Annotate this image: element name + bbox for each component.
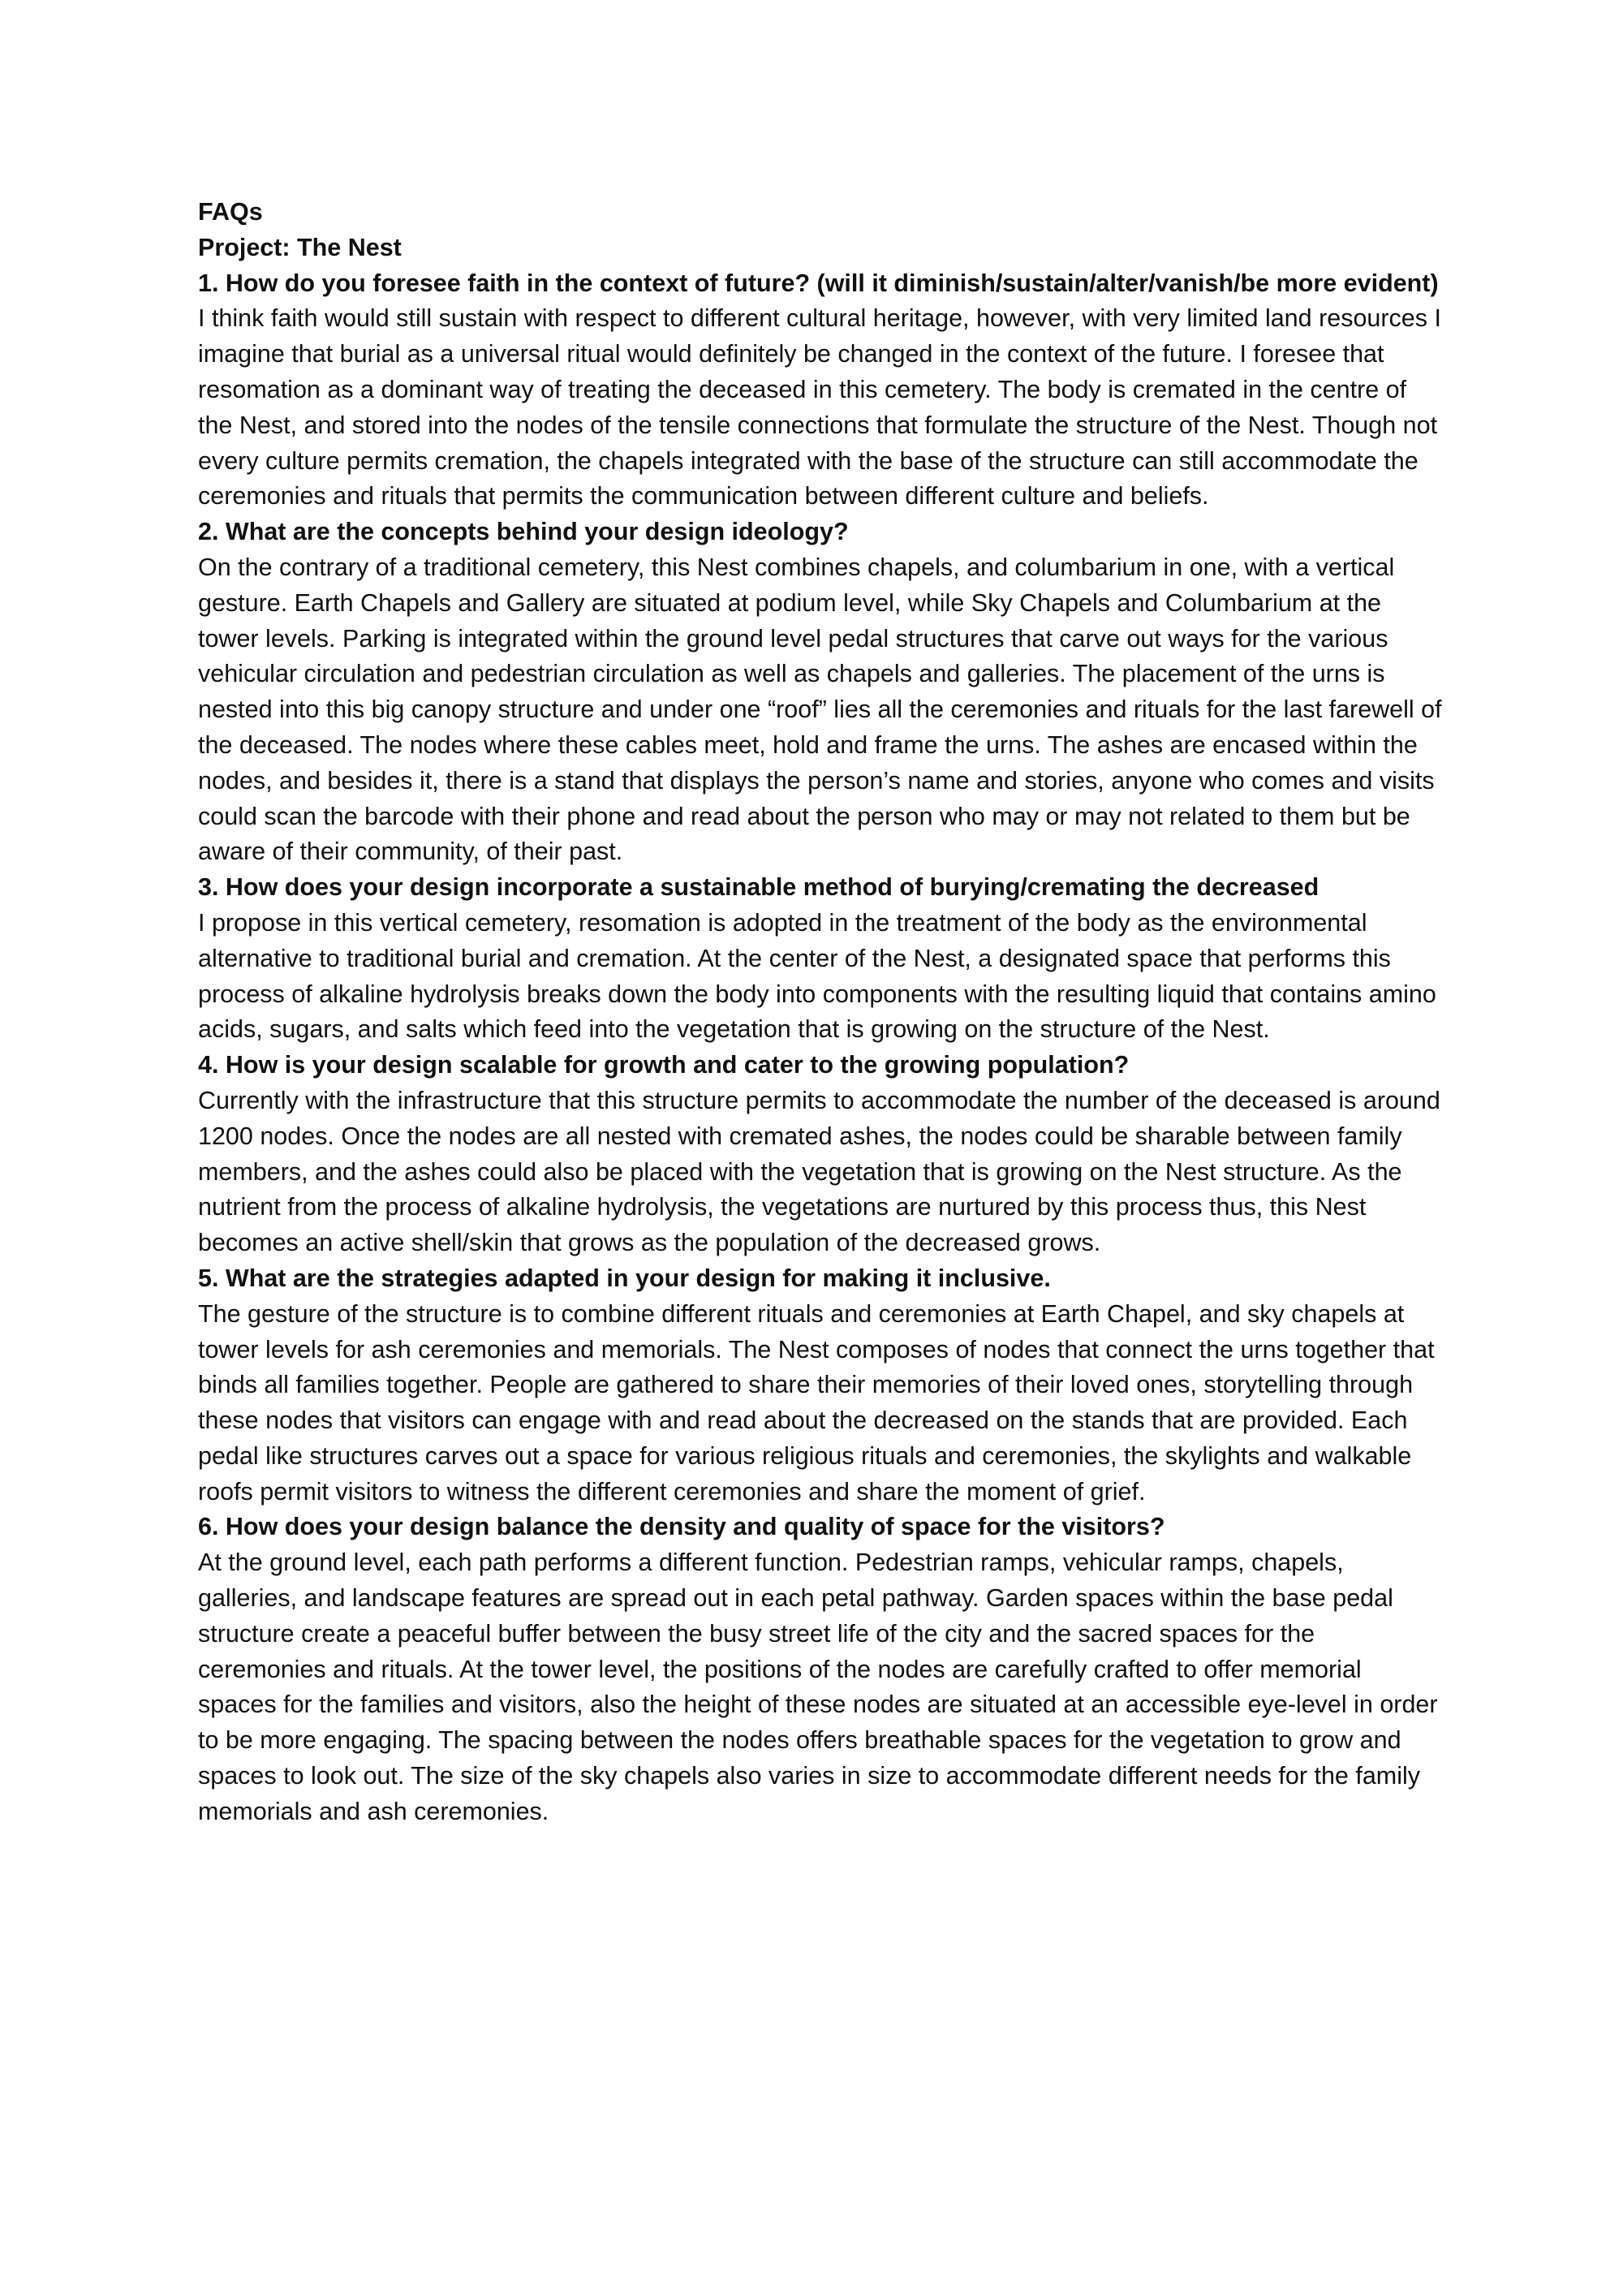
faq-answer-2: On the contrary of a traditional cemetery, this Nest combines chapels, and columbarium in one, with a vertical gesture. Earth Chapels and Gallery are situated at podium level, while Sky Chapels and Columbarium at the tower levels. Parking is integrated within the ground level pedal structures that carve out ways for the various vehicular circulation and pedestrian circulation as well as chapels and galleries. The placement of the urns is nested into this big canopy structure and under one “roof” lies all the ceremonies and rituals for the last farewell of the deceased. The nodes where these cables meet, hold and frame the urns. The ashes are encased within the nodes, and besides it, there is a stand that displays the person’s name and stories, anyone who comes and visits could scan the barcode with their phone and read about the person who may or may not related to them but be aware of their community, of their past. xyxy=(198,553,1442,866)
faq-answer-5: The gesture of the structure is to combine different rituals and ceremonies at Earth Chapel, and sky chapels at tower levels for ash ceremonies and memorials. The Nest composes of nodes that connect the urns together that binds all families together. People are gathered to share their memories of their loved ones, storytelling through these nodes that visitors can engage with and read about the decreased on the stands that are provided. Each pedal like structures carves out a space for various religious rituals and ceremonies, the skylights and walkable roofs permit visitors to witness the different ceremonies and share the moment of grief. xyxy=(198,1299,1435,1506)
faq-question-6: 6. How does your design balance the density and quality of space for the visitors? xyxy=(198,1513,1165,1541)
faq-question-1: 1. How do you foresee faith in the context of future? (will it diminish/sustain/alter/vanish/be more evident) xyxy=(198,269,1439,297)
faq-answer-3: I propose in this vertical cemetery, resomation is adopted in the treatment of the body as the environmental alternative to traditional burial and cremation. At the center of the Nest, a designated space that performs this process of alkaline hydrolysis breaks down the body into components with the resulting liquid that contains amino acids, sugars, and salts which feed into the vegetation that is growing on the structure of the Nest. xyxy=(198,908,1436,1044)
faq-question-2: 2. What are the concepts behind your design ideology? xyxy=(198,518,849,546)
faq-question-4: 4. How is your design scalable for growth and cater to the growing population? xyxy=(198,1051,1130,1079)
faq-answer-1: I think faith would still sustain with respect to different cultural heritage, however, with very limited land resources I imagine that burial as a universal ritual would definitely be changed in the context of the future. I foresee that resomation as a dominant way of treating the deceased in this cemetery. The body is cremated in the centre of the Nest, and stored into the nodes of the tensile connections that formulate the structure of the Nest. Though not every culture permits cremation, the chapels integrated with the base of the structure can still accommodate the ceremonies and rituals that permits the communication between different culture and beliefs. xyxy=(198,304,1441,510)
document-page xyxy=(198,195,1444,1830)
faq-question-3: 3. How does your design incorporate a sustainable method of burying/cremating the decreased xyxy=(198,873,1319,902)
document-title: FAQs xyxy=(198,198,263,226)
faq-answer-6: At the ground level, each path performs a different function. Pedestrian ramps, vehicular ramps, chapels, galleries, and landscape features are spread out in each petal pathway. Garden spaces within the base pedal structure create a peaceful buffer between the busy street life of the city and the sacred spaces for the ceremonies and rituals. At the tower level, the positions of the nodes are carefully crafted to offer memorial spaces for the families and visitors, also the height of these nodes are situated at an accessible eye-level in order to be more engaging. The spacing between the nodes offers breathable spaces for the vegetation to grow and spaces to look out. The size of the sky chapels also varies in size to accommodate different needs for the family memorials and ash ceremonies. xyxy=(198,1549,1438,1825)
project-title: Project: The Nest xyxy=(198,233,402,261)
faq-answer-4: Currently with the infrastructure that this structure permits to accommodate the number of the deceased is around 1200 nodes. Once the nodes are all nested with cremated ashes, the nodes could be sharable between family members, and the ashes could also be placed with the vegetation that is growing on the Nest structure. As the nutrient from the process of alkaline hydrolysis, the vegetations are nurtured by this process thus, this Nest becomes an active shell/skin that grows as the population of the decreased grows. xyxy=(198,1086,1440,1257)
faq-question-5: 5. What are the strategies adapted in your design for making it inclusive. xyxy=(198,1264,1051,1292)
